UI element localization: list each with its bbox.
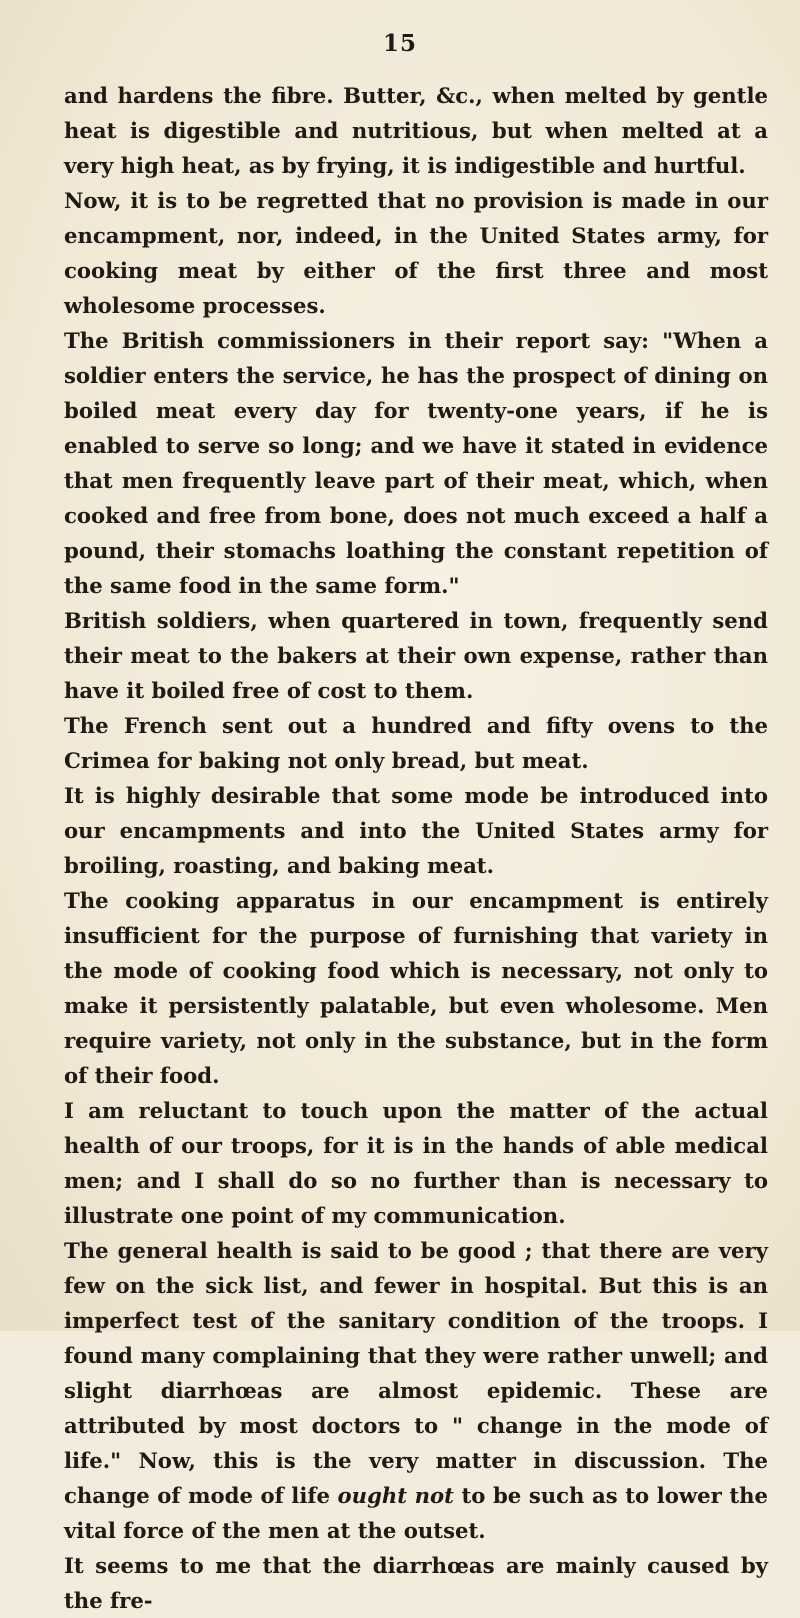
paragraph-3: The British commissioners in their report say: "When a soldier enters the service, he has the prospect of dining on boiled meat every day for twenty-one years, if he is enabled to serve so long; and we have it stated in evidence that men frequently leave part of their meat, which, when cooked and free from bone, does not much exceed a half a pound, their stomachs loathing the constant repetition of the same food in the same form." (64, 328, 768, 598)
paragraph-6: It is highly desirable that some mode be introduced into our encampments and into the United States army for broiling, roasting, and baking meat. (64, 783, 768, 878)
paragraph-9-text-after: to be such as to lower the vital force of the men at the outset. (64, 1483, 768, 1543)
page-number: 15 (382, 30, 417, 57)
paragraph-4: British soldiers, when quartered in town, frequently send their meat to the bakers at their own expense, rather than have it boiled free of cost to them. (64, 608, 768, 703)
paragraph-10: It seems to me that the diarrhœas are mainly caused by the fre- (64, 1553, 768, 1613)
paragraph-1: and hardens the fibre. Butter, &c., when melted by gentle heat is digestible and nutritious, but when melted at a very high heat, as by frying, it is indigestible and hurtful. (64, 83, 768, 178)
paragraph-7: The cooking apparatus in our encampment is entirely insufficient for the purpose of furnishing that variety in the mode of cooking food which is necessary, not only to make it persistently palatable, but even wholesome. Men require variety, not only in the substance, but in the form of their food. (64, 888, 768, 1088)
paragraph-9-italic-text: ought not (337, 1483, 454, 1508)
paragraph-9-text-before: The general health is said to be good ; that there are very few on the sick list, and fewer in hospital. But this is an imperfect test of the sanitary condition of the troops. I found many complaining that they were rather unwell; and slight diarrhœas are almost epidemic. These are attributed by most doctors to " change in the mode of life." Now, this is the very matter in discussion. The change of mode of life (64, 1238, 768, 1508)
paragraph-9 (64, 1233, 768, 1548)
paragraph-5: The French sent out a hundred and fifty ovens to the Crimea for baking not only bread, but meat. (64, 713, 768, 773)
paragraph-8: I am reluctant to touch upon the matter of the actual health of our troops, for it is in the hands of able medical men; and I shall do so no further than is necessary to illustrate one point of my communication. (64, 1098, 768, 1228)
page-text-body (64, 78, 768, 1618)
paragraph-2: Now, it is to be regretted that no provision is made in our encampment, nor, indeed, in the United States army, for cooking meat by either of the first three and most wholesome processes. (64, 188, 768, 318)
